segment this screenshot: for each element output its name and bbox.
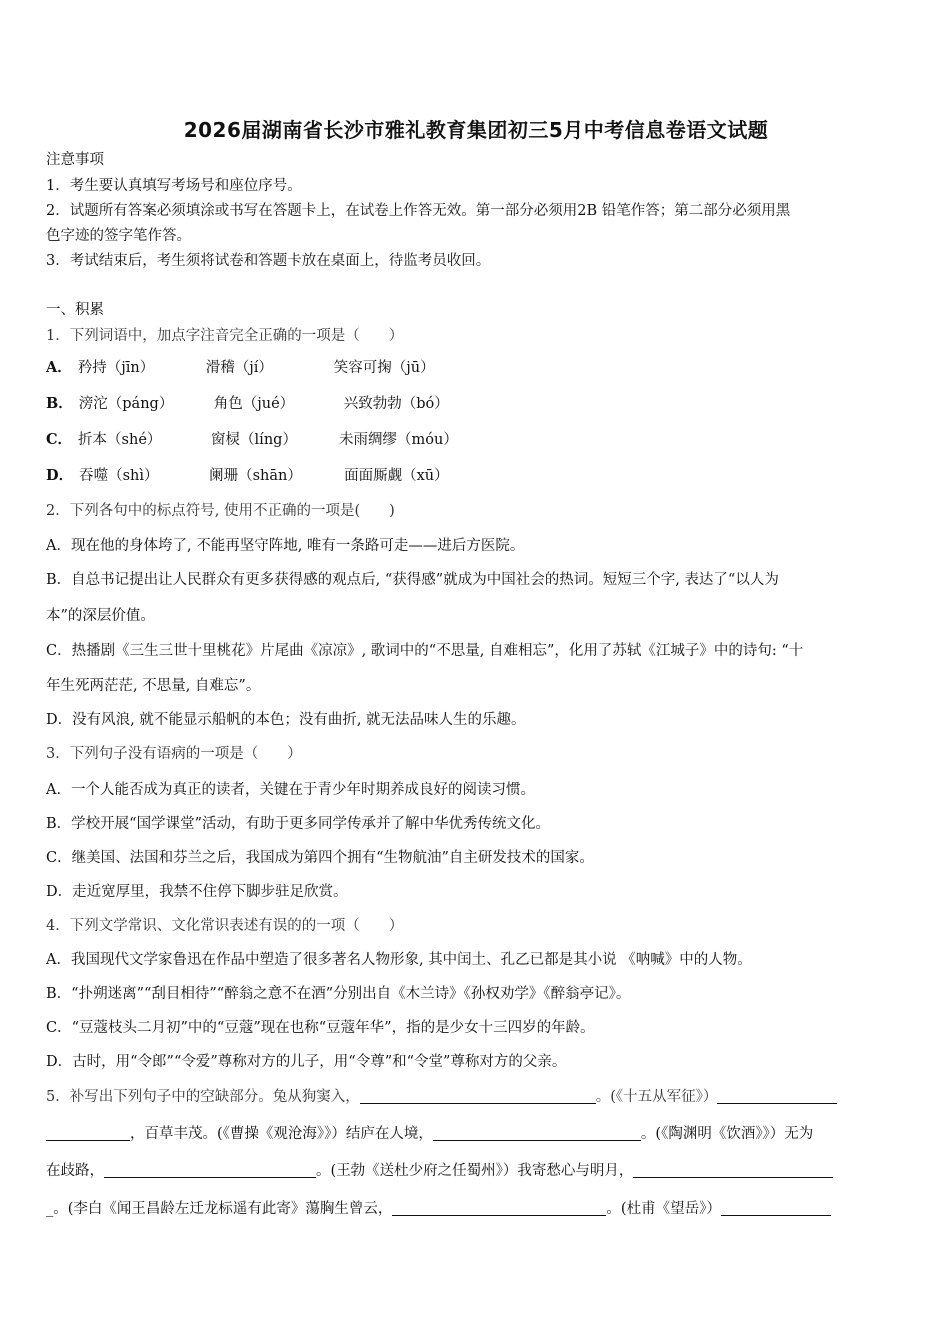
question-3-stem: 3．下列句子没有语病的一项是（ ） (46, 746, 302, 762)
q2-option-a: A．现在他的身体垮了, 不能再坚守阵地, 唯有一条路可走——进后方医院。 (46, 538, 525, 554)
q3-option-a: A．一个人能否成为真正的读者，关键在于青少年时期养成良好的阅读习惯。 (46, 782, 535, 798)
question-5-line-1 (46, 1087, 837, 1107)
q2-option-b-cont: 本”的深层价值。 (46, 608, 155, 624)
option-label: B． (46, 395, 73, 412)
q3-option-c: C．继美国、法国和芬兰之后，我国成为第四个拥有“生物航油”自主研发技术的国家。 (46, 850, 594, 866)
q3-option-d: D．走近宽厚里，我禁不住停下脚步驻足欣赏。 (46, 884, 348, 900)
word: 未雨绸缪（móu） (339, 432, 458, 448)
q5-text: 。(王勃《送杜少府之任蜀州》）我寄愁心与明月， (316, 1163, 634, 1179)
q4-option-d: D．古时，用“令郎”“令爱”尊称对方的儿子，用“令尊”和“令堂”尊称对方的父亲。 (46, 1054, 567, 1070)
word: 角色（jué） (213, 396, 295, 412)
answer-blank[interactable] (104, 1161, 316, 1178)
q5-text: _。(李白《闻王昌龄左迁龙标遥有此寄》蕩胸生曾云， (46, 1201, 393, 1217)
q5-text: ，百草丰茂。(《曹操《观沧海》》）结庐在人境， (130, 1126, 433, 1142)
answer-blank[interactable] (717, 1087, 837, 1104)
q5-text: 。(《十五从军征》） (595, 1089, 718, 1105)
answer-blank[interactable] (46, 1124, 130, 1141)
q3-option-b: B．学校开展“国学课堂”活动，有助于更多同学传承并了解中华优秀传统文化。 (46, 816, 550, 832)
question-1-stem: 1．下列词语中，加点字注音完全正确的一项是（ ） (46, 328, 404, 344)
section-heading: 一、积累 (46, 302, 104, 318)
notice-item: 2．试题所有答案必须填涂或书写在答题卡上，在试卷上作答无效。第一部分必须用2B 铅笔作答；第二部分必须用黑 (46, 203, 791, 219)
word: 笑容可掬（jū） (333, 360, 435, 376)
answer-blank[interactable] (433, 1124, 641, 1141)
word: 面面厮觑（xū） (344, 468, 449, 484)
q4-option-b: B．“扑朔迷离”“刮目相待”“醉翁之意不在酒”分别出自《木兰诗》《孙权劝学》《醉翁亭记》。 (46, 986, 631, 1002)
q1-option-d (46, 466, 449, 486)
question-2-stem: 2．下列各句中的标点符号, 使用不正确的一项是( ) (46, 503, 395, 519)
q5-text: 。(《陶渊明《饮酒》》）无为 (640, 1126, 814, 1142)
option-label: C． (46, 431, 73, 448)
q5-text: 5．补写出下列句子中的空缺部分。兔从狗窦入， (46, 1089, 360, 1105)
q2-option-b: B．自总书记提出让人民群众有更多获得感的观点后, “获得感”就成为中国社会的热词。短短三个字, 表达了“以人为 (46, 572, 779, 588)
word: 窗棂（líng） (211, 432, 297, 448)
word: 兴致勃勃（bó） (343, 396, 449, 412)
notice-heading: 注意事项 (46, 152, 104, 168)
word: 滂沱（páng） (78, 396, 174, 412)
answer-blank[interactable] (633, 1161, 833, 1178)
word: 滑稽（jí） (205, 360, 273, 376)
word: 吞噬（shì） (79, 468, 159, 484)
q2-option-c-cont: 年生死两茫茫, 不思量, 自难忘”。 (46, 678, 261, 694)
question-5-line-4 (46, 1199, 831, 1219)
q1-option-c (46, 430, 458, 450)
q4-option-c: C．“豆蔻枝头二月初”中的“豆蔻”现在也称“豆蔻年华”，指的是少女十三四岁的年龄。 (46, 1020, 595, 1036)
question-4-stem: 4．下列文学常识、文化常识表述有误的的一项（ ） (46, 918, 404, 934)
word: 折本（shé） (78, 432, 162, 448)
question-5-line-2 (46, 1124, 813, 1144)
word: 矜持（jīn） (77, 360, 155, 376)
answer-blank[interactable] (360, 1087, 596, 1104)
option-label: A． (46, 359, 72, 376)
q1-option-a (46, 358, 435, 378)
answer-blank[interactable] (392, 1199, 606, 1216)
q2-option-c: C．热播剧《三生三世十里桃花》片尾曲《凉凉》, 歌词中的“不思量, 自难相忘”，化用了苏轼《江城子》中的诗句: “十 (46, 643, 804, 659)
word: 阑珊（shān） (209, 468, 302, 484)
q2-option-d: D．没有风浪, 就不能显示船帆的本色；没有曲折, 就无法品味人生的乐趣。 (46, 712, 526, 728)
q5-text: 。(杜甫《望岳》） (606, 1201, 721, 1217)
option-label: D． (46, 467, 74, 484)
q4-option-a: A．我国现代文学家鲁迅在作品中塑造了很多著名人物形象, 其中闰土、孔乙已都是其小说 《呐喊》中的人物。 (46, 952, 752, 968)
page-title: 2026届湖南省长沙市雅礼教育集团初三5月中考信息卷语文试题 (183, 118, 769, 142)
notice-item: 色字迹的签字笔作答。 (46, 228, 191, 244)
question-5-line-3 (46, 1161, 833, 1181)
notice-item: 3．考试结束后，考生须将试卷和答题卡放在桌面上，待监考员收回。 (46, 253, 491, 269)
notice-item: 1．考生要认真填写考场号和座位序号。 (46, 178, 302, 194)
q1-option-b (46, 394, 449, 414)
q5-text: 在歧路， (46, 1163, 104, 1179)
answer-blank[interactable] (721, 1199, 831, 1216)
